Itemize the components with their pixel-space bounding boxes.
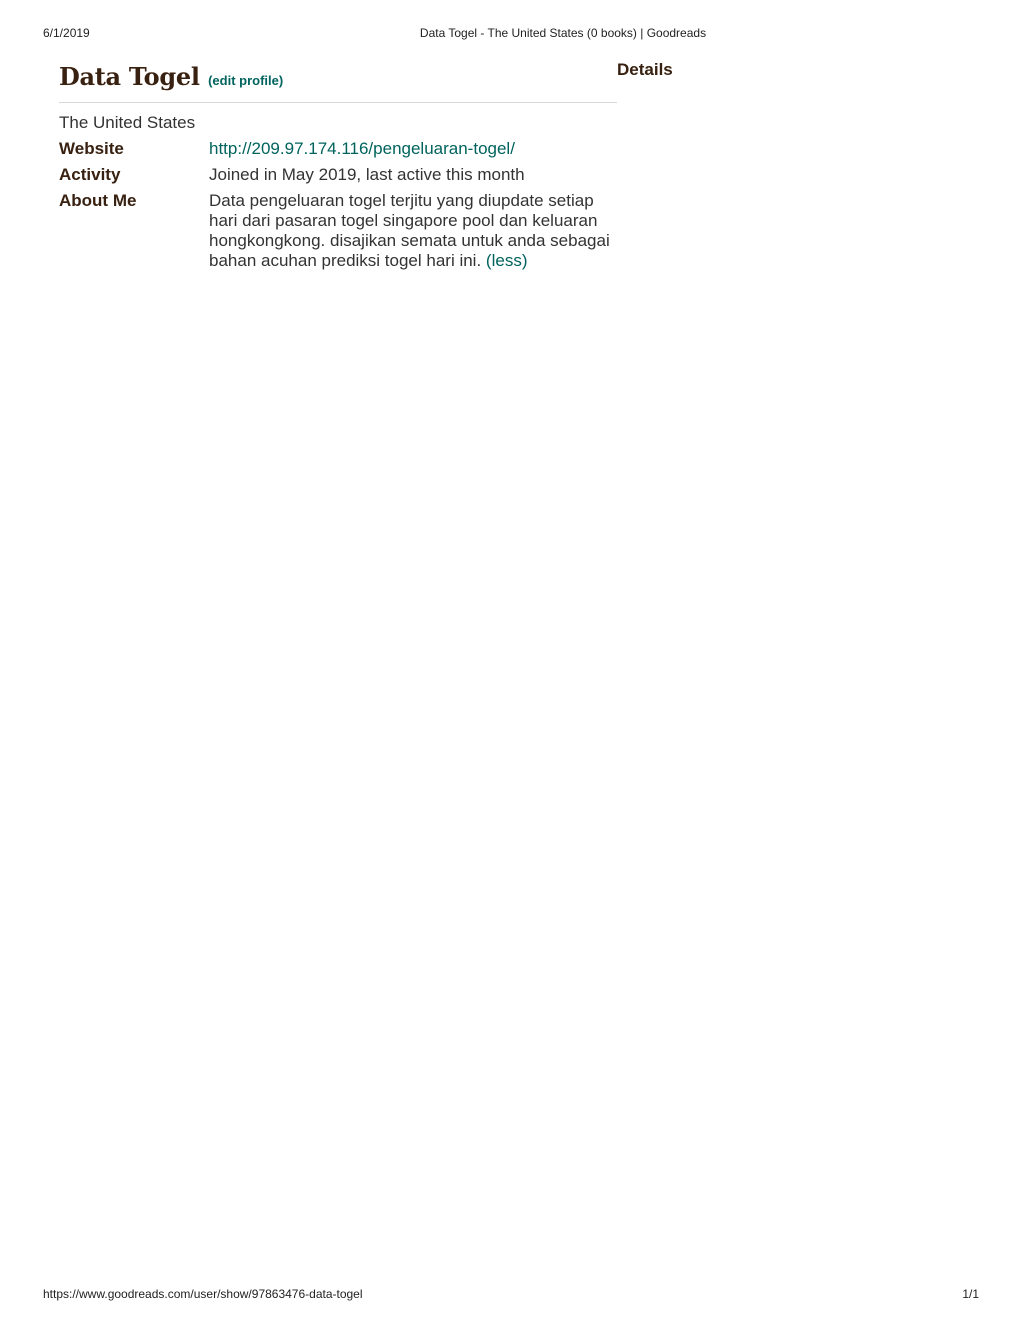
about-less-link[interactable]: (less) <box>485 251 528 270</box>
about-label: About Me <box>59 191 137 210</box>
website-row <box>59 139 617 159</box>
about-text: Data pengeluaran togel terjitu yang diupdate setiap hari dari pasaran togel singapore pool dan keluaran hongkongkong. disajikan semata untuk anda sebagai bahan acuhan prediksi togel hari ini. <box>209 191 610 270</box>
activity-value: Joined in May 2019, last active this month <box>209 165 525 184</box>
website-label: Website <box>59 139 124 158</box>
website-value <box>209 139 617 159</box>
print-footer-page-number: 1/1 <box>962 1287 979 1301</box>
details-heading: Details <box>617 60 673 79</box>
website-link[interactable]: http://209.97.174.116/pengeluaran-togel/ <box>209 139 515 158</box>
profile-header <box>59 62 617 103</box>
activity-label: Activity <box>59 165 121 184</box>
profile-name: Data Togel <box>59 62 200 91</box>
profile-section <box>59 62 617 271</box>
profile-location: The United States <box>59 113 196 132</box>
print-header-title: Data Togel - The United States (0 books) | Goodreads <box>419 26 707 40</box>
about-value <box>209 191 617 271</box>
edit-profile-link[interactable]: (edit profile) <box>208 73 284 88</box>
print-footer-url: https://www.goodreads.com/user/show/97863476-data-togel <box>43 1287 363 1301</box>
about-row <box>59 191 617 271</box>
activity-row <box>59 165 617 185</box>
print-header-date: 6/1/2019 <box>43 26 90 40</box>
